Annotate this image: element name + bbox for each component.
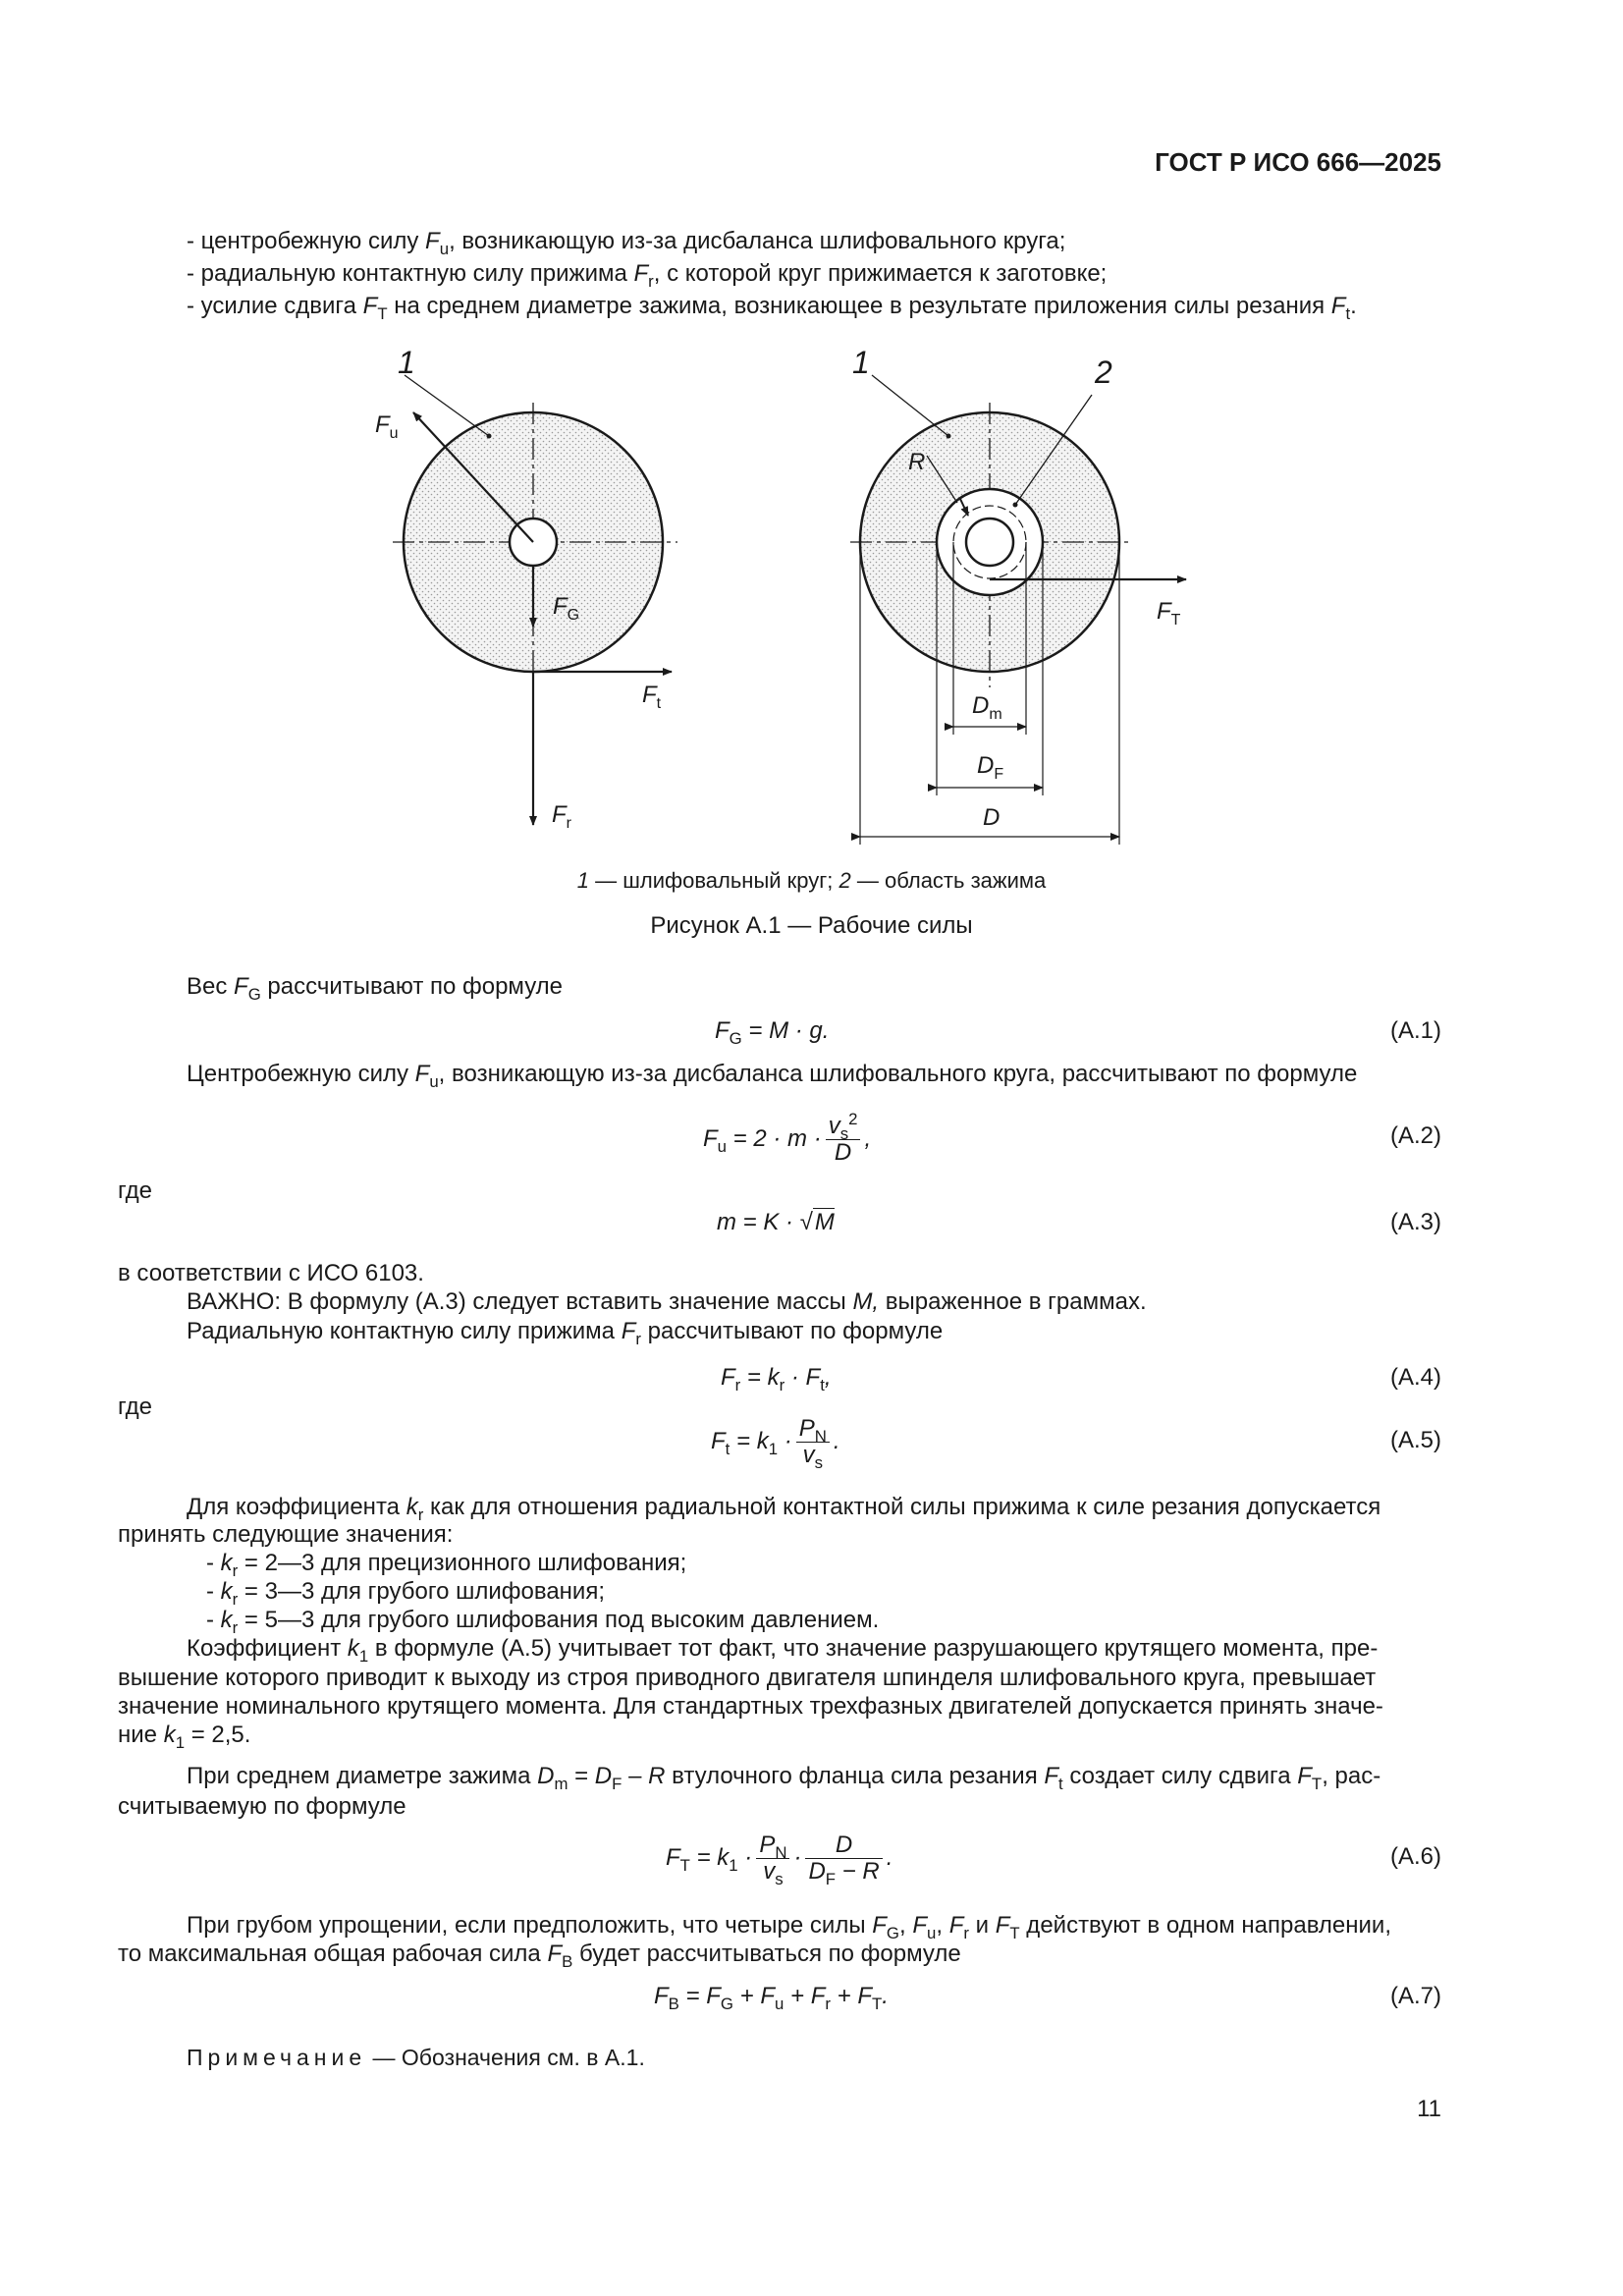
formula-a2: $F_u = 2 \cdot m$ · $\frac{v_s^2}{D}$ , <box>703 1110 872 1167</box>
label-ftt: $F_T$ <box>1157 598 1181 629</box>
paragraph: принять следующие значения: <box>118 1521 454 1548</box>
equation-number: (А.7) <box>1389 1983 1441 2009</box>
paragraph: значение номинального крутящего момента. Для стандартных трехфазных двигателей допускается принять значе- <box>118 1693 1383 1720</box>
label-dm: $D_m$ <box>972 692 1002 723</box>
equation-number: (А.4) <box>1389 1364 1441 1391</box>
label-fr: $F_r$ <box>552 801 571 832</box>
list-item: - $k_r$ = 5—3 для грубого шлифования под высоким давлением. <box>206 1607 880 1637</box>
list-item: - $k_r$ = 2—3 для прецизионного шлифования; <box>206 1550 687 1580</box>
paragraph: то максимальная общая рабочая сила $F_B$ будет рассчитываться по формуле <box>118 1941 961 1971</box>
label-df: $D_F$ <box>977 752 1004 783</box>
working-forces-figure <box>0 334 1623 864</box>
left-wheel-diagram <box>375 345 677 832</box>
equation-number: (А.5) <box>1389 1427 1441 1453</box>
callout-1: 1 <box>398 345 415 380</box>
formula-a7: $F_B = F_G + F_u + F_r + F_T$. <box>654 1983 889 2013</box>
label-r: R <box>908 449 926 475</box>
label-d: D <box>983 804 1001 831</box>
figure-legend: 1 — шлифовальный круг; 2 — область зажима <box>576 868 1047 893</box>
formula-a5: $F_t = k_1$ · $\frac{P_N}{v_s}$ . <box>711 1415 840 1472</box>
document-code: ГОСТ Р ИСО 666—2025 <box>1155 147 1441 177</box>
formula-a4: $F_r = k_r \cdot F_t$, <box>721 1364 832 1394</box>
paragraph: Центробежную силу $F_u$, возникающую из-за дисбаланса шлифовального круга, рассчитывают по формуле <box>187 1061 1358 1091</box>
right-wheel-diagram <box>850 345 1186 845</box>
label-ft: $F_t$ <box>642 682 662 712</box>
equation-number: (А.2) <box>1389 1122 1441 1149</box>
list-item: - усилие сдвига $F_T$ на среднем диаметре зажима, возникающее в результате приложения силы резания $F_t$. <box>187 293 1357 323</box>
label-fu: $F_u$ <box>375 411 399 442</box>
list-item: - центробежную силу $F_u$, возникающую из-за дисбаланса шлифовального круга; <box>187 228 1066 258</box>
note: Примечание — Обозначения см. в А.1. <box>187 2045 645 2070</box>
paragraph: Радиальную контактную силу прижима $F_r$ рассчитывают по формуле <box>187 1318 944 1348</box>
paragraph: Для коэффициента $k_r$ как для отношения радиальной контактной силы прижима к силе резания допускается <box>187 1494 1381 1524</box>
list-item: - радиальную контактную силу прижима $F_r$, с которой круг прижимается к заготовке; <box>187 260 1108 291</box>
list-item: - $k_r$ = 3—3 для грубого шлифования; <box>206 1578 605 1609</box>
paragraph: При среднем диаметре зажима $D_m = D_F - R$ втулочного фланца сила резания $F_t$ создает силу сдвига $F_T$, рас- <box>187 1763 1381 1793</box>
equation-number: (А.6) <box>1389 1843 1441 1870</box>
paragraph: Вес $F_G$ рассчитывают по формуле <box>187 973 564 1004</box>
paragraph: Коэффициент $k_1$ в формуле (А.5) учитывает тот факт, что значение разрушающего крутящего момента, пре- <box>187 1635 1379 1666</box>
formula-a6: $F_T = k_1$ · $\frac{P_N}{v_s}$ · $\frac{D}{D_F - R}$ . <box>666 1831 893 1888</box>
figure-caption: Рисунок А.1 — Рабочие силы <box>650 912 973 939</box>
where-label: где <box>118 1394 153 1420</box>
paragraph: При грубом упрощении, если предположить, что четыре силы $F_G$, $F_u$, $F_r$ и $F_T$ действуют в одном направлении, <box>187 1912 1392 1942</box>
where-label: где <box>118 1177 153 1204</box>
wheel-bore <box>966 519 1013 566</box>
equation-number: (А.1) <box>1389 1017 1441 1044</box>
formula-a1: $F_G = M \cdot g$. <box>715 1017 830 1048</box>
callout-2: 2 <box>1095 355 1112 390</box>
paragraph: в соответствии с ИСО 6103. <box>118 1260 424 1286</box>
paragraph: считываемую по формуле <box>118 1793 406 1820</box>
label-fg: $F_G$ <box>553 593 580 624</box>
formula-a3: m = K · √M <box>717 1209 835 1235</box>
paragraph: вышение которого приводит к выходу из строя приводного двигателя шпинделя шлифовального круга, превышает <box>118 1665 1377 1691</box>
callout-1: 1 <box>852 345 870 380</box>
equation-number: (А.3) <box>1389 1209 1441 1235</box>
paragraph: ние $k_1 = 2,5$. <box>118 1722 251 1752</box>
page-number: 11 <box>1417 2096 1441 2122</box>
important-note: ВАЖНО: В формулу (А.3) следует вставить значение массы M, выраженное в граммах. <box>187 1288 1147 1315</box>
